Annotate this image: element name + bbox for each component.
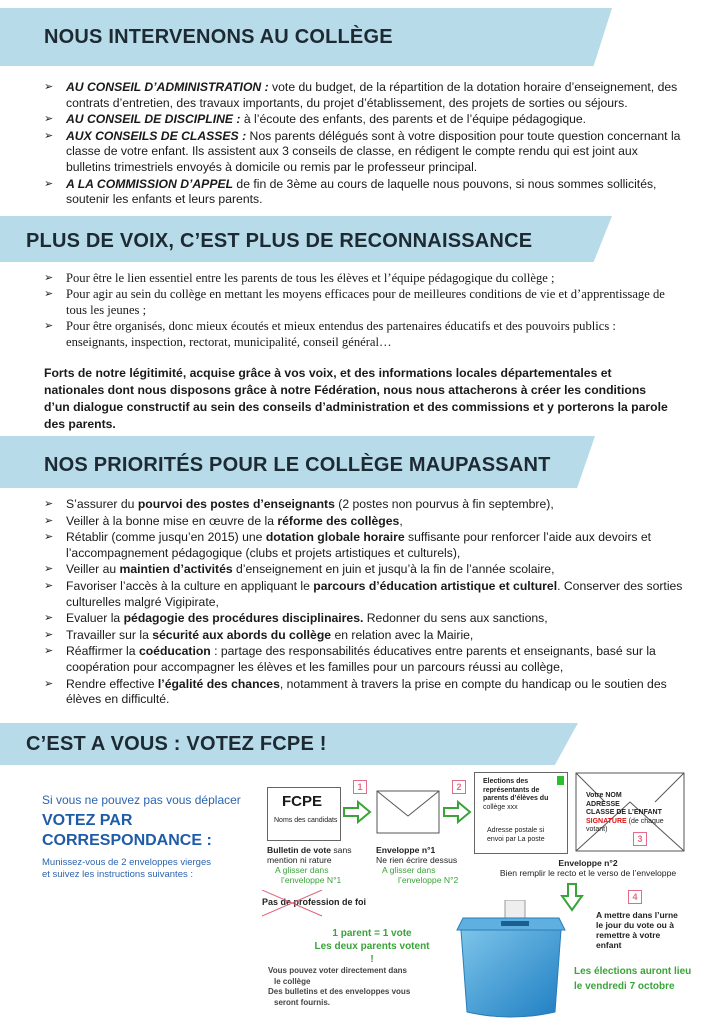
correspondence-intro — [42, 793, 262, 881]
item-highlight: sécurité aux abords du collège — [152, 627, 332, 642]
arrow-bullet-icon: ➢ — [44, 677, 54, 690]
envelope-1-caption — [376, 845, 468, 885]
item-lead: AU CONSEIL D’ADMINISTRATION : — [66, 80, 269, 94]
item-text: Pour être le lien essentiel entre les parents de tous les élèves et l’équipe pédagogique du collège ; — [66, 271, 555, 285]
caption-strong: Bulletin de vote — [267, 845, 331, 855]
item-lead: A LA COMMISSION D’APPEL — [66, 176, 234, 191]
caption-strong: Enveloppe n°2 — [558, 858, 618, 868]
urn-line: A mettre dans l’urne — [596, 910, 678, 920]
item-text: , notamment à travers la prise en compte du handicap ou le soutien des élèves en difficulté. — [66, 676, 667, 707]
item-lead: AUX CONSEILS DE CLASSES : — [66, 128, 247, 143]
back-line: CLASSE DE L’ENFANT — [586, 809, 662, 816]
list-item — [44, 319, 679, 350]
intro-heading: CORRESPONDANCE : — [42, 832, 212, 849]
item-text: vote du budget, de la répartition de la dotation horaire d’enseignement, des contrats d’entretien, des travaux importants, du projet d’établissement, des projets de sorties ou séjours. — [66, 80, 678, 110]
arrow-bullet-icon: ➢ — [44, 177, 54, 190]
ballot-names: Noms des candidats — [274, 817, 338, 824]
arrow-bullet-icon: ➢ — [44, 579, 54, 592]
item-highlight: maintien d’activités — [119, 562, 233, 577]
section1-list — [44, 80, 684, 209]
item-text: à l’écoute des enfants, des parents et de l’équipe pédagogique. — [240, 112, 587, 127]
section3-title: NOS PRIORITÉS POUR LE COLLÈGE MAUPASSANT — [44, 454, 551, 476]
section3-list — [44, 497, 684, 709]
front-line: Elections des — [483, 778, 529, 785]
item-text: Favoriser l’accès à la culture en appliquant le — [66, 578, 314, 593]
list-item — [44, 129, 684, 176]
caption-strong: Enveloppe n°1 — [376, 845, 436, 855]
intro-line: Munissez-vous de 2 enveloppes vierges — [42, 857, 211, 868]
rule-line: 1 parent = 1 vote — [332, 928, 412, 939]
section2-list — [44, 271, 679, 351]
item-text: Travailler sur la — [66, 627, 153, 642]
item-text: , — [399, 513, 403, 528]
item-highlight: l’égalité des chances — [157, 676, 280, 691]
section2-title: PLUS DE VOIX, C’EST PLUS DE RECONNAISSANCE — [26, 230, 533, 252]
item-text: Réaffirmer la — [66, 644, 139, 659]
date-line: le vendredi 7 octobre — [574, 981, 675, 992]
arrow-bullet-icon: ➢ — [44, 320, 54, 333]
direct-vote-note — [268, 966, 443, 1008]
green-arrow-icon — [342, 800, 372, 824]
vote-rule — [312, 927, 432, 966]
list-item — [44, 514, 684, 530]
item-text: de fin de 3ème au cours de laquelle nous pouvons, si nous sommes sollicités, soutenir les enfants et leurs parents. — [66, 176, 657, 207]
arrow-bullet-icon: ➢ — [44, 645, 54, 658]
item-highlight: dotation globale horaire — [265, 530, 405, 545]
back-signature: SIGNATURE — [586, 817, 627, 825]
list-item — [44, 611, 684, 627]
back-line: (de chaque — [626, 817, 664, 825]
intro-line: et suivez les instructions suivantes : — [42, 869, 194, 880]
caption-hint: l’enveloppe N°2 — [398, 875, 459, 885]
arrow-bullet-icon: ➢ — [44, 129, 54, 142]
back-line: ADRESSE — [586, 800, 620, 808]
caption-text: Bien remplir le recto et le verso de l’enveloppe — [499, 868, 677, 878]
front-line: représentants de — [483, 786, 540, 794]
item-highlight: pourvoi des postes d’enseignants — [137, 497, 335, 511]
section1-title: NOUS INTERVENONS AU COLLÈGE — [44, 26, 393, 48]
item-text: Veiller à la bonne mise en œuvre de la — [66, 513, 278, 528]
caption-text: sans — [330, 845, 352, 855]
item-text: Pour être organisés, donc mieux écoutés et mieux entendus des partenaires éducatifs et des pouvoirs publics : enseignants, inspection, rectorat, municipalité, conseil général… — [66, 319, 616, 349]
front-line: parents d’élèves du — [483, 795, 549, 802]
envelope-1-icon — [376, 790, 440, 834]
no-faith-text: Pas de profession de foi — [262, 897, 367, 907]
item-text: : partage des responsabilités éducatives entre parents et enseignants, basé sur la coopération pour accompagner les élèves et les familles pour un parcours réussi au collège, — [66, 644, 656, 674]
back-line: Votre NOM — [586, 792, 622, 799]
front-line: Adresse postale si — [487, 827, 545, 834]
direct-line: le collège — [274, 976, 311, 986]
item-highlight: réforme des collèges — [277, 513, 400, 528]
list-item — [44, 177, 684, 208]
caption-hint: A glisser dans — [382, 865, 436, 875]
caption-hint: l’enveloppe N°1 — [281, 875, 342, 885]
step-number: 1 — [353, 780, 367, 794]
rule-line: Les deux parents votent ! — [314, 941, 430, 965]
item-highlight: coéducation — [138, 644, 211, 659]
list-item — [44, 287, 679, 318]
item-text: en relation avec la Mairie, — [331, 627, 474, 642]
date-line: Les élections auront lieu — [574, 966, 692, 977]
cross-out-icon — [262, 890, 382, 918]
step-number: 2 — [452, 780, 466, 794]
back-line: votant) — [586, 826, 608, 833]
item-text: Pour agir au sein du collège en mettant les moyens efficaces pour de meilleures conditions de vie et d’apprentissage de tous les jeunes ; — [66, 287, 665, 317]
item-text: Nos parents délégués sont à votre disposition pour toute question concernant la classe de votre enfant. Ils assistent aux 3 conseils de classe, en rédigent le compte rendu qui est joint aux bulletins trimestriels envoyés à domicile ou remis par le professeur principal. — [66, 128, 681, 174]
urn-instructions — [596, 910, 678, 950]
envelope-2-caption — [488, 858, 688, 878]
election-date — [574, 964, 691, 994]
arrow-bullet-icon: ➢ — [44, 531, 54, 544]
front-line: collège xxx — [483, 803, 518, 811]
ballot-title: FCPE — [282, 793, 323, 810]
item-text: d’enseignement en juin et jusqu’à la fin de l’année scolaire, — [232, 562, 555, 577]
step-number: 3 — [633, 832, 647, 846]
intro-line: Si vous ne pouvez pas vous déplacer — [42, 793, 241, 807]
item-highlight: pédagogie des procédures disciplinaires. — [123, 611, 364, 626]
arrow-bullet-icon: ➢ — [44, 628, 54, 641]
list-item — [44, 112, 684, 128]
envelope-2-front — [474, 772, 568, 854]
caption-hint: A glisser dans — [275, 865, 329, 875]
list-item — [44, 80, 684, 111]
item-text: Evaluer la — [66, 611, 124, 626]
list-item — [44, 579, 684, 610]
arrow-bullet-icon: ➢ — [44, 563, 54, 576]
arrow-bullet-icon: ➢ — [44, 498, 54, 510]
item-text: suffisante pour renforcer l’aide aux devoirs et l’accompagnement pédagogique (clubs et projets artistiques et culturels), — [66, 530, 652, 560]
caption-text: mention ni rature — [267, 855, 332, 865]
front-line: envoi par La poste — [487, 835, 545, 843]
urn-line: remettre à votre — [596, 930, 661, 940]
section4-title: C’EST A VOUS : VOTEZ FCPE ! — [26, 733, 327, 755]
caption-text: Ne rien écrire dessus — [376, 855, 458, 865]
list-item — [44, 530, 684, 561]
list-item — [44, 497, 684, 513]
direct-line: Des bulletins et des enveloppes vous — [268, 987, 411, 996]
list-item — [44, 628, 684, 644]
arrow-bullet-icon: ➢ — [44, 81, 54, 93]
list-item — [44, 677, 684, 708]
arrow-bullet-icon: ➢ — [44, 272, 54, 284]
item-text: Veiller au — [66, 562, 120, 577]
stamp-icon — [557, 776, 564, 785]
item-lead: AU CONSEIL DE DISCIPLINE : — [66, 112, 241, 127]
step-number: 4 — [628, 890, 642, 904]
list-item — [44, 562, 684, 578]
arrow-bullet-icon: ➢ — [44, 113, 54, 126]
item-text: Rétablir (comme jusqu’en 2015) une — [66, 530, 266, 545]
arrow-bullet-icon: ➢ — [44, 612, 54, 625]
item-text: Rendre effective — [66, 676, 158, 691]
item-highlight: parcours d’éducation artistique et culturel — [313, 578, 558, 593]
section2-paragraph: Forts de notre légitimité, acquise grâce à vos voix, et des informations locales départementales et nationales dont nous disposons grâce à notre Fédération, nous nous attacherons à créer les conditions d’un dialogue constructif au sein des conseils d’administration et des commissions et y porterons la parole des parents. — [44, 366, 668, 431]
list-item — [44, 644, 684, 675]
arrow-bullet-icon: ➢ — [44, 288, 54, 301]
envelope-2-back-text — [586, 792, 664, 835]
item-text: S’assurer du — [66, 497, 138, 511]
green-arrow-icon — [442, 800, 472, 824]
intro-heading: VOTEZ PAR — [42, 812, 133, 829]
direct-line: Vous pouvez voter directement dans — [268, 966, 407, 975]
urn-line: enfant — [596, 940, 622, 950]
item-text: . Conserver des sorties culturelles malgré Vigipirate, — [66, 578, 683, 609]
ballot-paper — [267, 787, 341, 841]
list-item — [44, 271, 679, 286]
item-text: Redonner du sens aux sanctions, — [363, 611, 548, 626]
arrow-bullet-icon: ➢ — [44, 514, 54, 527]
ballot-urn-icon — [455, 900, 567, 1022]
item-text: (2 postes non pourvus à fin septembre), — [334, 497, 554, 511]
urn-line: le jour du vote ou à — [596, 920, 674, 930]
direct-line: seront fournis. — [274, 997, 331, 1007]
ballot-caption — [267, 845, 359, 885]
